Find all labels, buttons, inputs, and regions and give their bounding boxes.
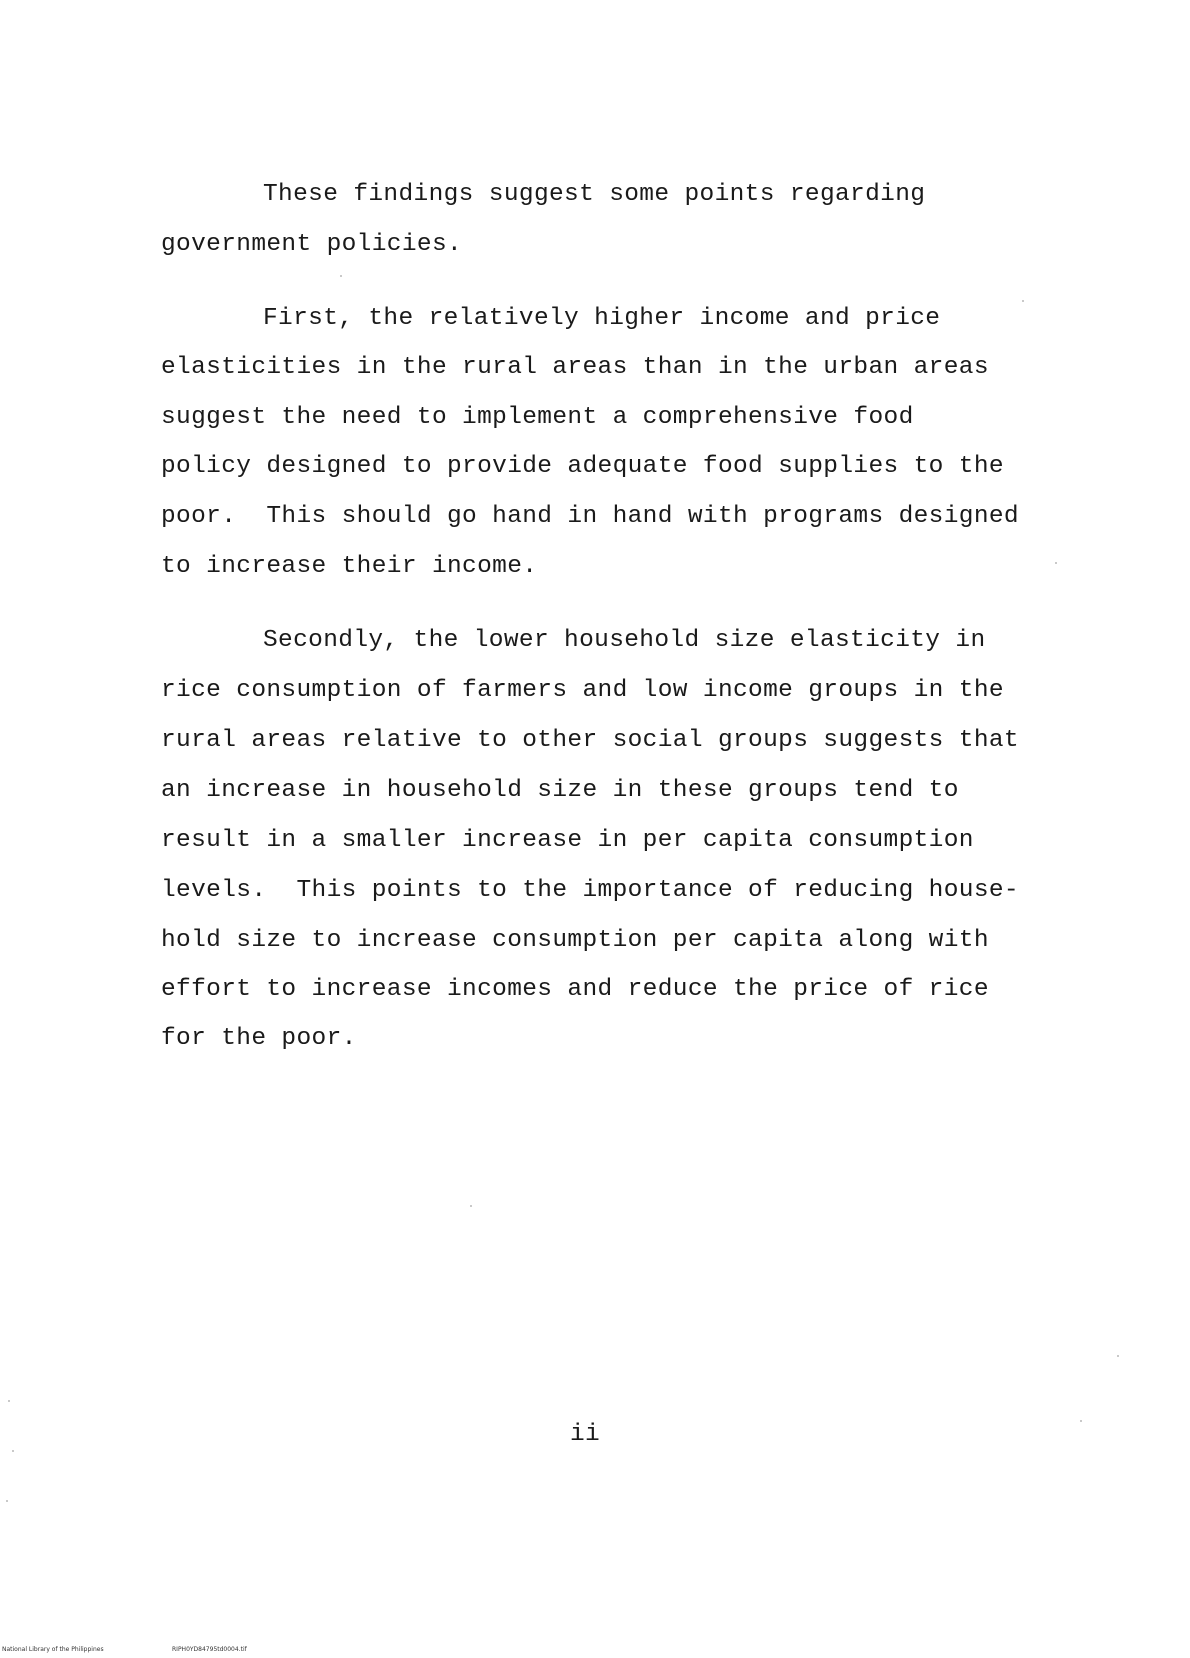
- paragraph-3-line-7: hold size to increase consumption per capita along with: [161, 927, 989, 954]
- footer-library-name: National Library of the Philippines: [2, 1646, 104, 1653]
- paragraph-1-line-2: government policies.: [161, 231, 463, 258]
- scan-speck: [1117, 1355, 1119, 1357]
- scan-speck: [1080, 1420, 1082, 1422]
- scan-speck: [1055, 562, 1057, 564]
- paragraph-3-line-3: rural areas relative to other social groups suggests that: [161, 727, 1019, 754]
- paragraph-1-line-1: These findings suggest some points regarding: [263, 181, 926, 208]
- paragraph-3-line-5: result in a smaller increase in per capita consumption: [161, 827, 974, 854]
- scan-speck: [470, 1205, 472, 1207]
- scan-speck: [12, 1450, 14, 1452]
- scan-speck: [1022, 300, 1024, 302]
- paragraph-2-line-1: First, the relatively higher income and price: [263, 305, 941, 332]
- scan-speck: [8, 1400, 10, 1402]
- paragraph-3-line-2: rice consumption of farmers and low income groups in the: [161, 677, 1004, 704]
- footer-file-id: RIPH0YD84795td0004.tif: [172, 1646, 247, 1653]
- paragraph-3-line-4: an increase in household size in these groups tend to: [161, 777, 959, 804]
- page-number: ii: [570, 1421, 601, 1448]
- paragraph-2-line-6: to increase their income.: [161, 553, 538, 580]
- paragraph-2-line-2: elasticities in the rural areas than in the urban areas: [161, 354, 989, 381]
- paragraph-3-line-8: effort to increase incomes and reduce the price of rice: [161, 976, 989, 1003]
- paragraph-3-line-9: for the poor.: [161, 1025, 357, 1052]
- paragraph-2-line-5: poor. This should go hand in hand with programs designed: [161, 503, 1019, 530]
- paragraph-3-line-6: levels. This points to the importance of reducing house-: [161, 877, 1019, 904]
- paragraph-2-line-4: policy designed to provide adequate food supplies to the: [161, 453, 1004, 480]
- paragraph-2-line-3: suggest the need to implement a comprehensive food: [161, 404, 914, 431]
- scan-speck: [6, 1500, 8, 1502]
- scan-speck: [340, 275, 342, 277]
- paragraph-3-line-1: Secondly, the lower household size elasticity in: [263, 627, 986, 654]
